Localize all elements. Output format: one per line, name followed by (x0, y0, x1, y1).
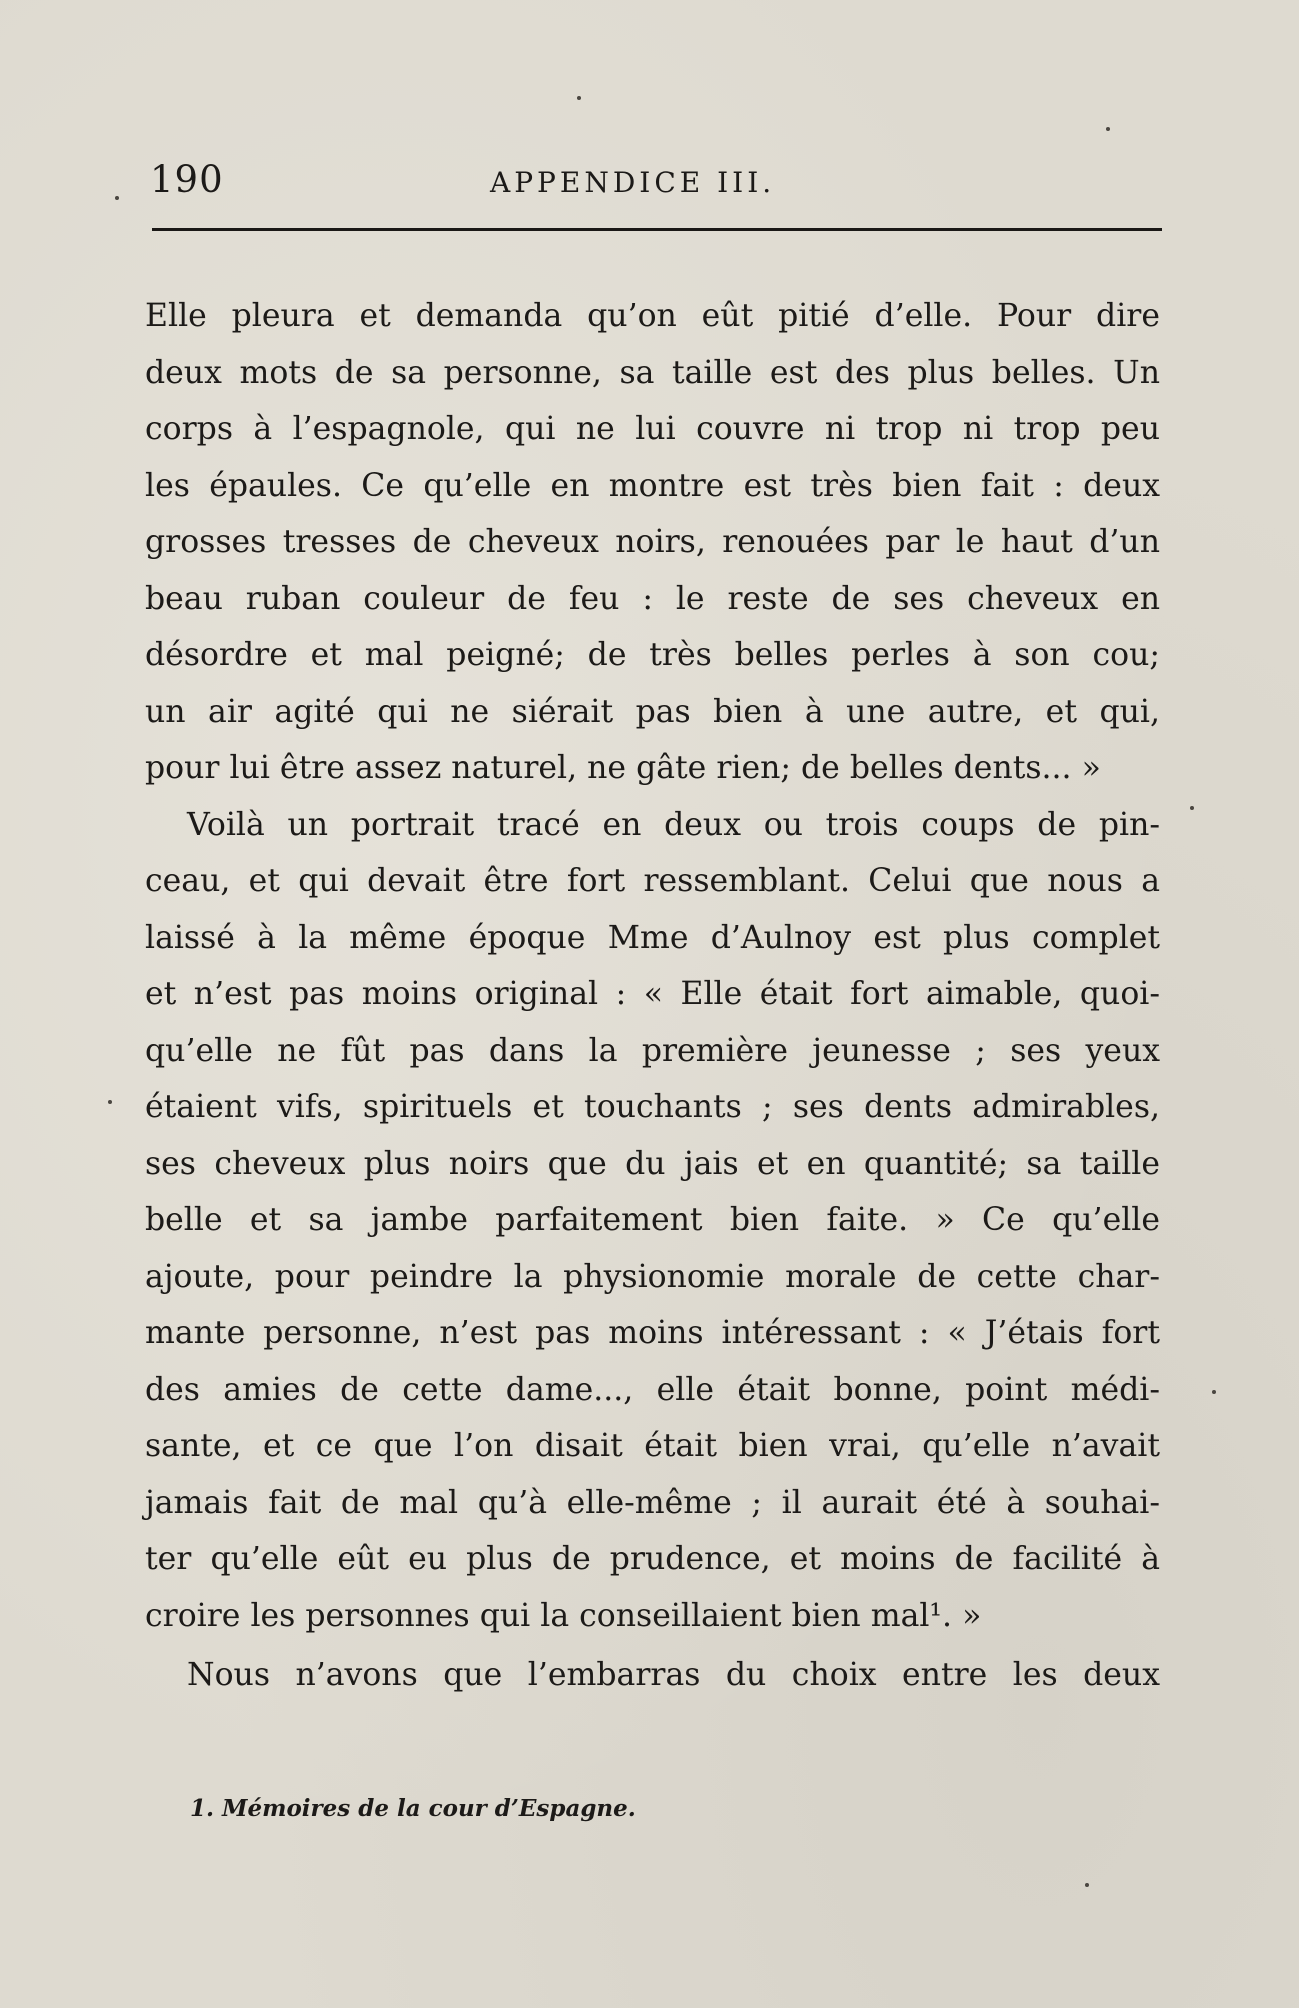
body-text (145, 288, 1160, 1704)
running-head (150, 158, 1160, 208)
text-line: jamais fait de mal qu’à elle-même ; il aurait été à souhai- (145, 1484, 1160, 1521)
text-line: belle et sa jambe parfaitement bien faite. » Ce qu’elle (145, 1202, 1160, 1238)
paper-speck (1085, 1883, 1089, 1887)
text-line: ter qu’elle eût eu plus de prudence, et moins de facilité à (145, 1541, 1160, 1577)
text-line: laissé à la même époque Mme d’Aulnoy est plus complet (145, 919, 1160, 956)
paper-speck (577, 96, 581, 100)
running-title: APPENDICE III. (490, 166, 776, 199)
text-line: ajoute, pour peindre la physionomie morale de cette char- (145, 1258, 1160, 1295)
text-line: beau ruban couleur de feu : le reste de ses cheveux en (145, 580, 1160, 617)
paragraph-start-line: Voilà un portrait tracé en deux ou trois coups de pin- (187, 806, 1160, 843)
text-line: les épaules. Ce qu’elle en montre est très bien fait : deux (145, 467, 1160, 504)
text-line: grosses tresses de cheveux noirs, renouées par le haut d’un (145, 524, 1160, 560)
text-line: Elle pleura et demanda qu’on eût pitié d’elle. Pour dire (145, 298, 1160, 334)
paper-speck (115, 196, 119, 200)
text-line: un air agité qui ne siérait pas bien à une autre, et qui, (145, 693, 1160, 730)
text-line: et n’est pas moins original : « Elle était fort aimable, quoi- (145, 976, 1160, 1012)
page-number: 190 (150, 158, 224, 201)
paper-speck (1190, 806, 1194, 810)
paper-speck (1106, 127, 1110, 131)
text-line: des amies de cette dame..., elle était bonne, point médi- (145, 1371, 1160, 1408)
text-line: pour lui être assez naturel, ne gâte rien; de belles dents... » (145, 750, 1101, 786)
text-line: ses cheveux plus noirs que du jais et en quantité; sa taille (145, 1145, 1160, 1182)
text-line: ceau, et qui devait être fort ressemblant. Celui que nous a (145, 863, 1160, 899)
text-line: sante, et ce que l’on disait était bien vrai, qu’elle n’avait (145, 1428, 1160, 1464)
header-rule (152, 228, 1162, 231)
paragraph-start-line: Nous n’avons que l’embarras du choix entre les deux (187, 1657, 1160, 1693)
text-line: deux mots de sa personne, sa taille est des plus belles. Un (145, 354, 1160, 391)
text-line: croire les personnes qui la conseillaient bien mal¹. » (145, 1597, 982, 1634)
text-line: étaient vifs, spirituels et touchants ; ses dents admirables, (145, 1089, 1160, 1125)
footnote: 1. Mémoires de la cour d’Espagne. (190, 1795, 636, 1822)
paper-speck (108, 1100, 112, 1104)
text-line: qu’elle ne fût pas dans la première jeunesse ; ses yeux (145, 1032, 1160, 1069)
text-line: mante personne, n’est pas moins intéressant : « J’étais fort (145, 1315, 1160, 1351)
text-line: corps à l’espagnole, qui ne lui couvre ni trop ni trop peu (145, 411, 1160, 447)
paper-speck (1212, 1390, 1216, 1394)
text-line: désordre et mal peigné; de très belles perles à son cou; (145, 637, 1160, 673)
